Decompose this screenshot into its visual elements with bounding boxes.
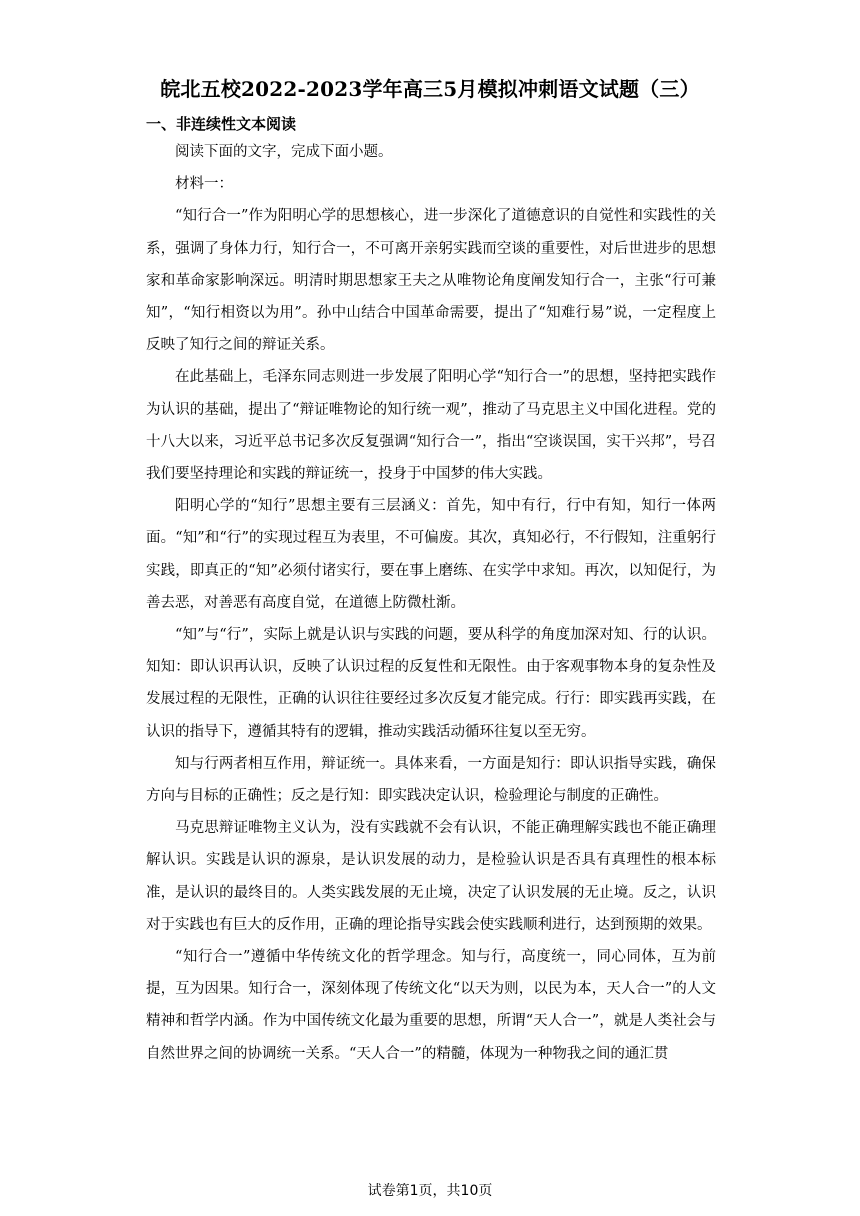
section-heading: 一、非连续性文本阅读 [146, 115, 297, 133]
page-footer: 试卷第1页，共10页 [367, 1183, 493, 1199]
passage-body [146, 136, 716, 1070]
paragraph: 阳明心学的“知行”思想主要有三层涵义：首先，知中有行，行中有知，知行一体两面。“知”和“行”的实现过程互为表里，不可偏废。其次，真知必行，不行假知，注重躬行实践，即真正的“知”必须付诸实行，要在事上磨练、在实学中求知。再次，以知促行，为善去恶，对善恶有高度自觉，在道德上防微杜渐。 [146, 498, 716, 611]
paragraph: 材料一： [175, 176, 233, 193]
paragraph: “知行合一”遵循中华传统文化的哲学理念。知与行，高度统一，同心同体，互为前提，互为因果。知行合一，深刻体现了传统文化“以天为则，以民为本，天人合一”的人文精神和哲学内涵。作为中国传统文化最为重要的思想，所谓“天人合一”，就是人类社会与自然世界之间的协调统一关系。“天人合一”的精髓，体现为一种物我之间的通汇贯 [146, 949, 716, 1062]
paragraph: “知行合一”作为阳明心学的思想核心，进一步深化了道德意识的自觉性和实践性的关系，强调了身体力行，知行合一，不可离开亲躬实践而空谈的重要性，对后世进步的思想家和革命家影响深远。明清时期思想家王夫之从唯物论角度阐发知行合一，主张“行可兼知”，“知行相资以为用”。孙中山结合中国革命需要，提出了“知难行易”说，一定程度上反映了知行之间的辩证关系。 [146, 208, 716, 354]
paragraph: “知”与“行”，实际上就是认识与实践的问题，要从科学的角度加深对知、行的认识。知知：即认识再认识，反映了认识过程的反复性和无限性。由于客观事物本身的复杂性及发展过程的无限性，正确的认识往往要经过多次反复才能完成。行行：即实践再实践，在认识的指导下，遵循其特有的逻辑，推动实践活动循环往复以至无穷。 [146, 627, 716, 740]
paragraph: 马克思辩证唯物主义认为，没有实践就不会有认识，不能正确理解实践也不能正确理解认识。实践是认识的源泉，是认识发展的动力，是检验认识是否具有真理性的根本标准，是认识的最终目的。人类实践发展的无止境，决定了认识发展的无止境。反之，认识对于实践也有巨大的反作用，正确的理论指导实践会使实践顺利进行，达到预期的效果。 [146, 820, 716, 933]
paragraph: 阅读下面的文字，完成下面小题。 [175, 144, 393, 160]
paragraph: 在此基础上，毛泽东同志则进一步发展了阳明心学“知行合一”的思想，坚持把实践作为认识的基础，提出了“辩证唯物论的知行统一观”，推动了马克思主义中国化进程。党的十八大以来，习近平总书记多次反复强调“知行合一”，指出“空谈误国，实干兴邦”，号召我们要坚持理论和实践的辩证统一，投身于中国梦的伟大实践。 [146, 369, 716, 483]
paragraph: 知与行两者相互作用，辩证统一。具体来看，一方面是知行：即认识指导实践，确保方向与目标的正确性；反之是行知：即实践决定认识，检验理论与制度的正确性。 [146, 755, 716, 805]
page-title: 皖北五校2022-2023学年高三5月模拟冲刺语文试题（三） [160, 77, 700, 101]
